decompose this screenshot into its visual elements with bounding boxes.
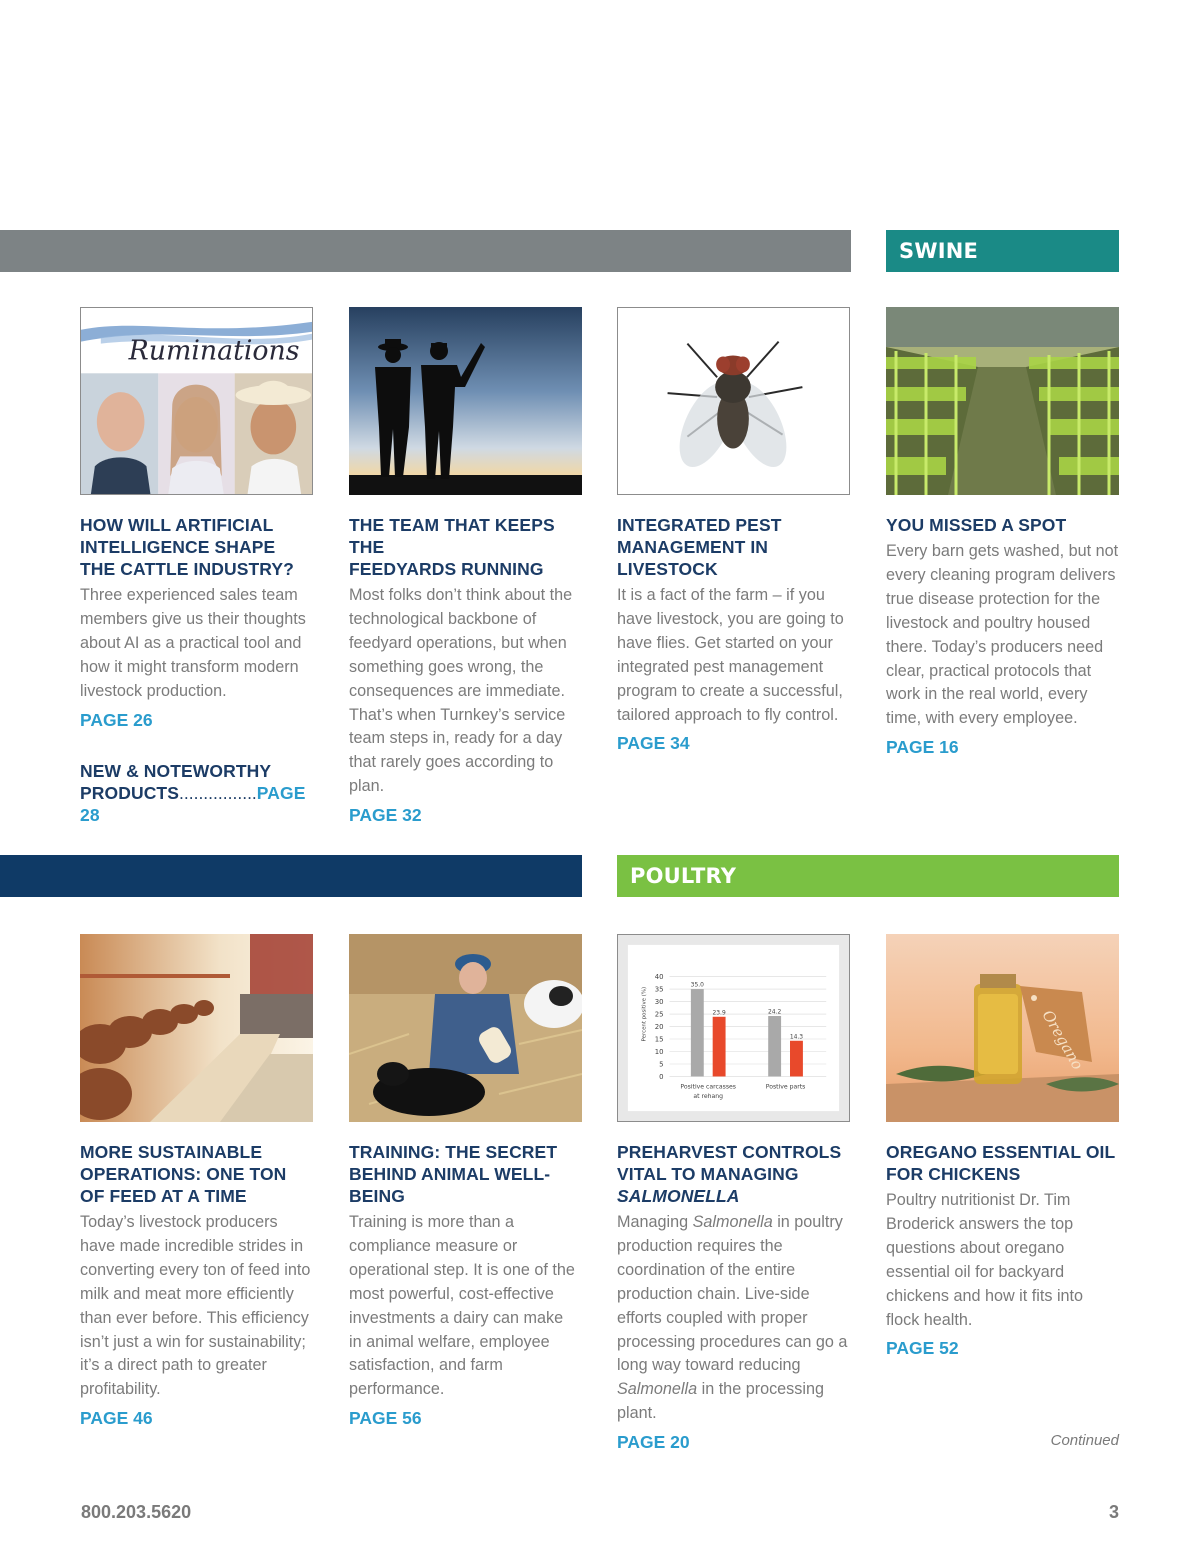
article-description: Most folks don’t think about the technological backbone of feedyard operations, but when something goes wrong, the consequences are immediate. That’s when Turnkey’s service team steps in, ready for a day that rarely goes according to plan. bbox=[349, 586, 573, 796]
article-sustainable-operations bbox=[80, 1141, 318, 1430]
chart-ytick-label: 5 bbox=[659, 1060, 664, 1069]
article-description: Poultry nutritionist Dr. Tim Broderick answers the top questions about oregano essential oil for backyard chickens and how it fits into flock health. bbox=[886, 1191, 1084, 1329]
chart-ytick-label: 30 bbox=[654, 998, 664, 1007]
article-preharvest-controls bbox=[617, 1141, 855, 1454]
article-title[interactable]: THE TEAM THAT KEEPS THE FEEDYARDS RUNNING bbox=[349, 515, 555, 579]
housefly-image[interactable] bbox=[617, 307, 850, 495]
article-title[interactable]: YOU MISSED A SPOT bbox=[886, 515, 1067, 535]
salmonella-bar-chart bbox=[618, 935, 849, 1121]
section-label-poultry: POULTRY bbox=[617, 855, 1119, 897]
chart-ytick-label: 25 bbox=[654, 1010, 664, 1019]
new-noteworthy-entry[interactable]: NEW & NOTEWORTHY PRODUCTS................PAGE 28 bbox=[80, 760, 306, 825]
oregano-tag-text: Oregano bbox=[1038, 1007, 1087, 1073]
silhouettes-sunset-image[interactable] bbox=[349, 307, 582, 495]
article-title[interactable]: MORE SUSTAINABLE OPERATIONS: ONE TON OF FEED AT A TIME bbox=[80, 1142, 287, 1206]
article-training bbox=[349, 1141, 587, 1430]
article-description: It is a fact of the farm – if you have livestock, you are going to have flies. Get started on your integrated pest management program to create a successful, tailored approach to fly control. bbox=[617, 586, 844, 724]
article-feedyards-team bbox=[349, 514, 587, 827]
article-title[interactable]: HOW WILL ARTIFICIAL INTELLIGENCE SHAPE THE CATTLE INDUSTRY? bbox=[80, 515, 294, 579]
chart-category-label: at rehang bbox=[693, 1093, 724, 1101]
article-ai-cattle bbox=[80, 514, 318, 826]
page-link[interactable]: PAGE 32 bbox=[349, 805, 422, 826]
footer-page-number: 3 bbox=[1108, 1502, 1119, 1522]
footer-phone: 800.203.5620 bbox=[81, 1502, 192, 1522]
leader-dots: ................ bbox=[179, 782, 257, 803]
oregano-oil-image[interactable] bbox=[886, 934, 1119, 1122]
section-label-swine: SWINE bbox=[886, 230, 1119, 272]
chart-ytick-label: 0 bbox=[659, 1072, 664, 1081]
chart-category-label: Postive parts bbox=[765, 1083, 806, 1091]
chart-data-label: 24.2 bbox=[768, 1008, 782, 1016]
salmonella-chart-image[interactable] bbox=[617, 934, 850, 1122]
page-link[interactable]: PAGE 56 bbox=[349, 1408, 422, 1429]
chart-data-label: 23.9 bbox=[712, 1009, 726, 1017]
page-link[interactable]: PAGE 52 bbox=[886, 1338, 959, 1359]
article-title[interactable]: INTEGRATED PEST MANAGEMENT IN LIVESTOCK bbox=[617, 515, 782, 579]
article-description: Three experienced sales team members give us their thoughts about AI as a practical tool and how it might transform modern livestock production. bbox=[80, 586, 306, 700]
chart-bar bbox=[713, 1017, 726, 1077]
article-description: Managing Salmonella in poultry production requires the coordination of the entire production chain. Live-side efforts coupled with proper processing procedures can go a long way toward reducing Salmonella in the processing plant. bbox=[617, 1213, 848, 1423]
article-description: Today’s livestock producers have made incredible strides in converting every ton of feed into milk and meat more efficiently than ever before. This efficiency isn’t just a win for sustainability; it’s a direct path to greater profitability. bbox=[80, 1213, 311, 1399]
ruminations-image[interactable] bbox=[80, 307, 313, 495]
page-link[interactable]: PAGE 16 bbox=[886, 737, 959, 758]
ruminations-script-text: Ruminations bbox=[128, 335, 300, 367]
page-link[interactable]: PAGE 26 bbox=[80, 709, 153, 730]
section-bar-bottom bbox=[0, 855, 582, 897]
calf-bottle-feeding-image[interactable] bbox=[349, 934, 582, 1122]
article-pest-management bbox=[617, 514, 855, 755]
chart-ylabel: Percent positive (%) bbox=[641, 986, 648, 1042]
section-bar-top bbox=[0, 230, 851, 272]
new-noteworthy-line2: PRODUCTS bbox=[80, 782, 179, 803]
chart-category-label: Positive carcasses bbox=[680, 1083, 737, 1091]
article-oregano-oil bbox=[886, 1141, 1124, 1360]
chart-ytick-label: 20 bbox=[654, 1022, 664, 1031]
article-title[interactable]: PREHARVEST CONTROLS VITAL TO MANAGING SALMONELLA bbox=[617, 1142, 842, 1206]
swine-barn-image[interactable] bbox=[886, 307, 1119, 495]
chart-ytick-label: 15 bbox=[654, 1035, 664, 1044]
page-link[interactable]: PAGE 46 bbox=[80, 1408, 153, 1429]
chart-bar bbox=[691, 989, 704, 1076]
page-link[interactable]: PAGE 20 bbox=[617, 1432, 690, 1453]
article-title[interactable]: OREGANO ESSENTIAL OIL FOR CHICKENS bbox=[886, 1142, 1116, 1184]
article-title[interactable]: TRAINING: THE SECRET BEHIND ANIMAL WELL-BEING bbox=[349, 1142, 558, 1206]
chart-bar bbox=[790, 1041, 803, 1077]
article-description: Training is more than a compliance measure or operational step. It is one of the most powerful, cost-effective investments a dairy can make in animal welfare, employee satisfaction, and farm performance. bbox=[349, 1213, 575, 1399]
page-link: PAGE 28 bbox=[80, 782, 306, 825]
chart-ytick-label: 10 bbox=[654, 1047, 664, 1056]
chart-data-label: 35.0 bbox=[690, 981, 704, 989]
article-description: Every barn gets washed, but not every cleaning program delivers true disease protection for the livestock and poultry housed there. Today’s producers need clear, practical protocols that work in the real world, every time, with every employee. bbox=[886, 542, 1119, 728]
cattle-feed-image[interactable] bbox=[80, 934, 313, 1122]
chart-ytick-label: 35 bbox=[654, 985, 664, 994]
page-link[interactable]: PAGE 34 bbox=[617, 733, 690, 754]
chart-ytick-label: 40 bbox=[654, 973, 664, 982]
chart-bar bbox=[768, 1016, 781, 1076]
chart-data-label: 14.3 bbox=[789, 1033, 804, 1041]
article-missed-spot bbox=[886, 514, 1124, 759]
continued-label: Continued bbox=[1050, 1432, 1119, 1449]
